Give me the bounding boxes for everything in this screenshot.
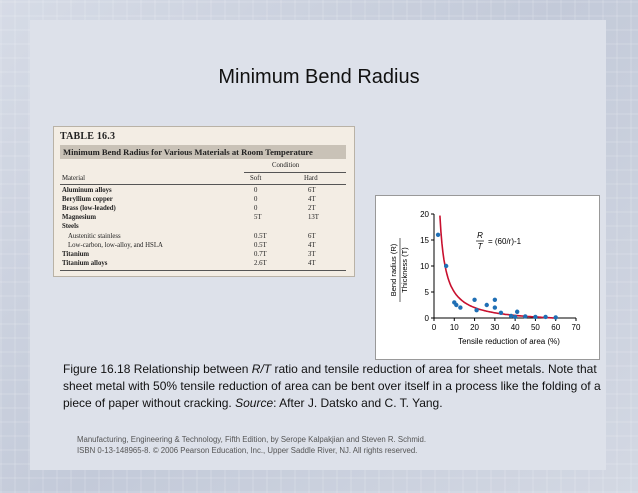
caption-source: : After J. Datsko and C. T. Yang. bbox=[273, 396, 443, 410]
y-tick-label: 15 bbox=[420, 236, 429, 245]
x-tick-label: 10 bbox=[449, 323, 459, 332]
column-header-soft: Soft bbox=[250, 175, 262, 182]
table-cell-material: Low-carbon, low-alloy, and HSLA bbox=[68, 241, 163, 249]
table-caption: Minimum Bend Radius for Various Materials at Room Temperature bbox=[60, 145, 346, 159]
data-point bbox=[499, 311, 503, 315]
data-point bbox=[485, 303, 489, 307]
table-image bbox=[53, 126, 355, 277]
caption-term: R/T bbox=[251, 362, 272, 376]
x-tick-label: 20 bbox=[470, 323, 480, 332]
data-point bbox=[513, 315, 517, 319]
footer bbox=[77, 434, 577, 456]
data-point bbox=[474, 308, 478, 312]
footer-line-1: Manufacturing, Engineering & Technology, Fifth Edition, by Serope Kalpakjian and Steven R. Schmid. bbox=[77, 435, 427, 444]
data-point bbox=[493, 305, 497, 309]
table-cell-hard: 4T bbox=[308, 196, 316, 204]
data-point bbox=[523, 314, 527, 318]
table-cell-soft: 0.5T bbox=[254, 241, 267, 249]
fit-curve bbox=[440, 216, 556, 318]
table-cell-soft: 0.7T bbox=[254, 250, 267, 258]
y-axis-label-top: Bend radius (R) bbox=[389, 243, 398, 297]
table-cell-material: Beryllium copper bbox=[62, 196, 113, 204]
x-tick-label: 40 bbox=[510, 323, 520, 332]
x-tick-label: 70 bbox=[571, 323, 581, 332]
table-cell-soft: 0 bbox=[254, 187, 258, 194]
table-cell-hard: 6T bbox=[308, 232, 316, 240]
data-point bbox=[515, 310, 519, 314]
table-cell-hard: 13T bbox=[308, 214, 319, 222]
table-cell-material: Titanium bbox=[62, 250, 90, 258]
table-cell-material: Titanium alloys bbox=[62, 259, 108, 267]
table-cell-soft: 0 bbox=[254, 205, 258, 213]
table-cell-hard: 3T bbox=[308, 250, 316, 258]
chart-image bbox=[375, 195, 600, 360]
figure-caption bbox=[63, 361, 623, 412]
table-cell-soft: 5T bbox=[254, 214, 262, 222]
x-axis-label: Tensile reduction of area (%) bbox=[458, 337, 560, 346]
table-cell-soft: 0 bbox=[254, 196, 258, 204]
data-point bbox=[472, 298, 476, 302]
table-cell-material: Magnesium bbox=[62, 214, 96, 222]
data-point bbox=[444, 264, 448, 268]
formula-rhs: = (60/r)-1 bbox=[488, 237, 522, 246]
data-point bbox=[554, 315, 558, 319]
table-divider bbox=[60, 270, 346, 271]
table-divider bbox=[60, 184, 346, 185]
x-tick-label: 50 bbox=[530, 323, 540, 332]
caption-prefix: Figure 16.18 Relationship between bbox=[63, 362, 252, 376]
x-tick-label: 0 bbox=[431, 323, 437, 332]
footer-line-2: ISBN 0-13-148965-8. © 2006 Pearson Education, Inc., Upper Saddle River, NJ. All rights reserved. bbox=[77, 446, 418, 455]
column-header-material: Material bbox=[62, 175, 86, 182]
table-cell-hard: 6T bbox=[308, 187, 316, 194]
y-axis-label-bottom: Thickness (T) bbox=[400, 247, 409, 293]
table-cell-hard: 4T bbox=[308, 259, 316, 267]
x-tick-label: 30 bbox=[490, 323, 500, 332]
column-header-hard: Hard bbox=[304, 175, 318, 182]
data-point bbox=[533, 315, 537, 319]
formula-numerator: R bbox=[477, 231, 483, 240]
slide-title: Minimum Bend Radius bbox=[218, 66, 420, 88]
y-tick-label: 5 bbox=[424, 288, 429, 297]
table-cell-hard: 2T bbox=[308, 205, 316, 213]
table-label: TABLE 16.3 bbox=[60, 131, 116, 142]
condition-header: Condition bbox=[272, 162, 300, 169]
table-cell-material: Brass (low-leaded) bbox=[62, 205, 116, 213]
chart-svg bbox=[376, 196, 599, 359]
data-point bbox=[509, 314, 513, 318]
y-tick-label: 0 bbox=[424, 314, 429, 323]
table-cell-material: Austenitic stainless bbox=[68, 232, 121, 240]
y-tick-label: 10 bbox=[420, 262, 429, 271]
x-tick-label: 60 bbox=[551, 323, 561, 332]
caption-text: ratio and tensile reduction of area for sheet metals. Note that sheet metal with 50% tensile reduction of area can be bent over itself in a process like the folding of a piece of paper without cracking. bbox=[63, 362, 601, 410]
table-cell-material: Aluminum alloys bbox=[62, 187, 112, 194]
data-point bbox=[543, 315, 547, 319]
table-cell-hard: 4T bbox=[308, 241, 316, 249]
y-tick-label: 20 bbox=[420, 210, 429, 219]
table-cell-soft: 2.6T bbox=[254, 259, 267, 267]
formula-denominator: T bbox=[477, 242, 483, 251]
table-cell-soft: 0.5T bbox=[254, 232, 267, 240]
caption-source-label: Source bbox=[235, 396, 274, 410]
data-point bbox=[436, 233, 440, 237]
data-point bbox=[458, 305, 462, 309]
data-point bbox=[454, 303, 458, 307]
data-point bbox=[493, 298, 497, 302]
table-cell-material: Steels bbox=[62, 223, 79, 231]
table-divider bbox=[244, 172, 346, 173]
